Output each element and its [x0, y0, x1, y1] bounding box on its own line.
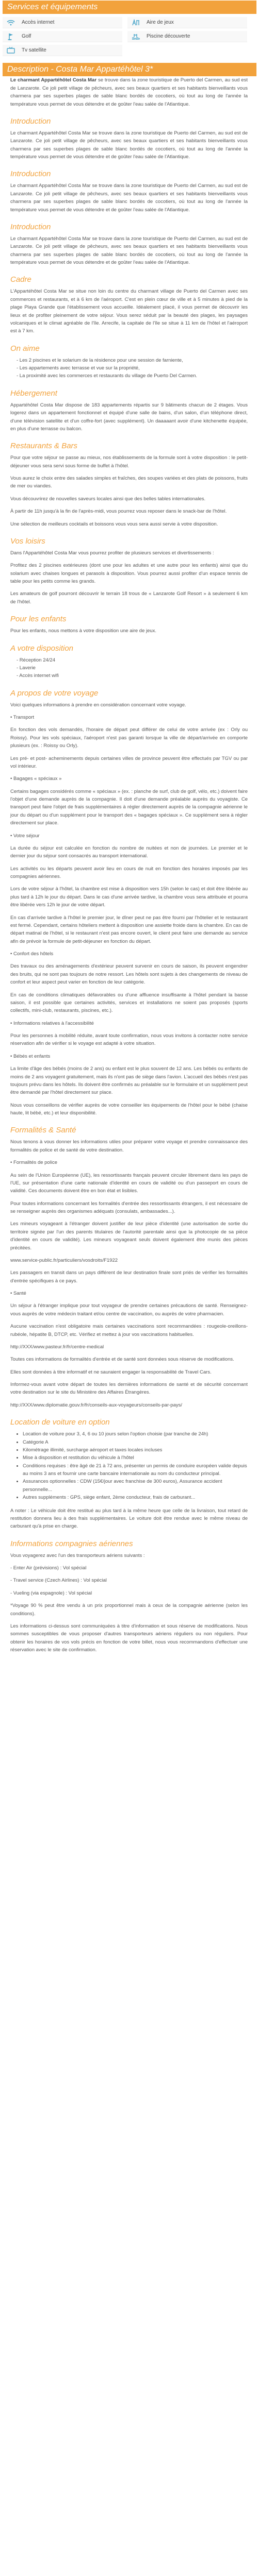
section-paragraph: Vous découvrirez de nouvelles saveurs locales ainsi que des belles tables internationales. [10, 496, 206, 502]
section-list [10, 1430, 248, 1501]
services-grid [3, 17, 248, 56]
section-paragraph: • Santé [10, 1291, 26, 1296]
section-paragraph: Certains bagages considérés comme « spéciaux » (ex. : planche de surf, club de golf, vélo, etc.) doivent faire l'objet d'une demande auprès de la compagnie. Il doit d'une demande préalable auprès du voyagiste. Ce transport peut faire l'objet de frais supplémentaires à régler directement auprès de la compagnie aérienne le jour du départ ou d'un supplément pour le transport des « bagages spéciaux ». Ce supplément sera à régler directement sur place. [10, 788, 248, 826]
section-paragraph: Informez-vous avant votre départ de toutes les dernières informations de santé et de sécurité concernant votre destination sur le site du Ministère des Affaires Étrangères. [10, 1382, 248, 1396]
section-paragraph: • Transport [10, 715, 35, 720]
section-heading: Pour les enfants [10, 615, 67, 624]
section-heading: Introduction [10, 170, 51, 179]
intro-paragraph [10, 76, 248, 108]
service-golf [3, 31, 122, 42]
playground-icon [131, 19, 140, 26]
section-heading: Formalités & Santé [10, 1126, 76, 1135]
section-paragraph: A noter : Le véhicule doit être restitué au plus tard à la même heure que celle de la livraison, tout retard de restitution donnera lieu à des frais supplémentaires. Le voiture doit être rendue avec le même niveau de carburant qu'à prise en charge. [10, 1507, 248, 1530]
section-paragraph: Lors de votre séjour à l'hôtel, la chambre est mise à disposition vers 15h (selon le cas) et doit être libérée au plus tard à 12h le jour du départ. Dans le cas d'une arrivée tardive, la chambre vous sera attribuée et pourra être libérée vers 12h le jour de votre départ. [10, 886, 248, 908]
section-paragraph: • Bébés et enfants [10, 1053, 51, 1059]
section-heading: Introduction [10, 222, 51, 231]
section-paragraph: Pour toutes informations concernant les formalités d'entrée des ressortissants étrangers, il est nécessaire de se renseigner auprès des organismes adéquats (consulats, ambassades...). [10, 1200, 248, 1214]
section-paragraph: • Votre séjour [10, 833, 40, 839]
list-item: • Location de voiture pour 3, 4, 6 ou 10 jours selon l'option choisie (par tranche de 24h) [23, 1430, 248, 1438]
section-paragraph: Des travaux ou des aménagements d'extérieur peuvent survenir en cours de saison, ils peuvent engendrer des bruits, qui ne sont pas toujours de notre ressort. Les hôtels sont sujets à des changements de niveau de confort et leur aspect peut varier en fonction de leur catégorie. [10, 963, 248, 986]
section-paragraph: www.service-public.fr/particuliers/vosdroits/F1922 [10, 1257, 118, 1263]
section-paragraph: Pour les enfants, nous mettons à votre disposition une aire de jeux. [10, 628, 157, 634]
section-paragraph: En cas d'arrivée tardive à l'hôtel le premier jour, le dîner peut ne pas être fourni par l'hôtelier et le restaurant est fermé. Cependant, certains hôteliers mettent à disposition une assiette froide dans la chambre. En cas de départ matinal de l'hôtel, si le restaurant n'est pas encore ouvert, le client peut faire une demande au service afin de prévoir la formule de petit-déjeuner en fonction du départ. [10, 914, 248, 944]
description-banner: Description - Costa Mar Appartéhôtel 3* [3, 63, 256, 76]
section-list [10, 656, 248, 680]
service-label: Piscine découverte [147, 33, 190, 39]
section-paragraph: La durée du séjour est calculée en fonction du nombre de nuitées et non de journées. Le premier et le dernier jour du séjour sont consacrés au transport international. [10, 845, 248, 859]
section-paragraph: Voici quelques informations à prendre en considération concernant votre voyage. [10, 702, 186, 708]
section-heading: Hébergement [10, 388, 57, 398]
section-paragraph: Une sélection de meilleurs cocktails et boissons vous vous sera aussi servie à votre disposition. [10, 521, 218, 527]
section-paragraph: Au sein de l'Union Européenne (UE), les ressortissants français peuvent circuler librement dans les pays de l'UE, sur présentation d'une carte nationale d'identité en cours de validité ou d'un passeport en cours de validité. Ces documents doivent être en bon état et lisibles. [10, 1172, 248, 1194]
service-label: Tv satellite [22, 47, 46, 53]
section-paragraph: Vous voyagerez avec l'un des transporteurs aériens suivants : [10, 1552, 145, 1558]
section-paragraph: Nous tenons à vous donner les informations utiles pour préparer votre voyage et prendre connaissance des formalités de police et de santé de votre destination. [10, 1139, 248, 1153]
section-paragraph: Le charmant Appartéhôtel Costa Mar se trouve dans la zone touristique de Puerto del Carmen, au sud est de Lanzarote. Ce joli petit village de pêcheurs, avec ses beaux quartiers et ses habitants bienveillants vous charmera par ses superbes plages de sable blanc bordés de cocotiers, où tout au long de l'année la température vous permet de vous détendre et de goûter l'eau salée de l'Atlantique. [10, 235, 248, 265]
section-paragraph: http://XXX/www.pasteur.fr/fr/centre-medical [10, 1344, 104, 1350]
section-heading: Informations compagnies aériennes [10, 1539, 133, 1548]
section-paragraph: • Formalités de police [10, 1160, 57, 1166]
section-paragraph: L'Appartéhôtel Costa Mar se situe non loin du centre du charmant village de Puerto del Carmen avec ses commerces et restaurants, et à 6 km de l'aéroport. C'est en plein cœur de ville et à 5 minutes à pied de la plage Playa Grande que l'établissement vous accueille. Idéalement placé, il vous permet de découvrir les lieux et de profiter pleinement de votre séjour. Vous serez séduit par la beauté des plages, les paysages volcaniques et le climat agréable de l'île. Arrecife, la capitale de l'île se situe à 11 km de l'hôtel et l'aéroport est à 7 km. [10, 289, 248, 334]
section-paragraph: Toutes ces informations de formalités d'entrée et de santé sont données sous réserve de modifications. [10, 1357, 234, 1363]
section-paragraph: Les activités ou les départs peuvent avoir lieu en cours de nuit en fonction des horaires imposés par les compagnies aériennes. [10, 866, 248, 879]
description-content [0, 76, 258, 1654]
section-paragraph: Appartéhôtel Costa Mar dispose de 183 appartements répartis sur 9 bâtiments chacun de 2 étages. Vous logerez dans un appartement fonctionnel et équipé d'une salle de bains, d'un salon, d'un téléphone direct, d'une télévision satellite et d'un coffre-fort (avec supplément). Un daaaaant avoir d'une kitchenette équipée, en plus d'une terrasse ou balcon. [10, 402, 248, 432]
list-item: - La proximité avec les commerces et restaurants du village de Puerto Del Carmen. [17, 373, 198, 379]
section-paragraph: Elles sont données à titre informatif et ne sauraient engager la responsabilité de Travel Cars. [10, 1369, 212, 1375]
service-playground [127, 17, 247, 28]
section-paragraph: Les mineurs voyageant à l'étranger doivent justifier de leur pièce d'identité (une autorisation de sortie du territoire signée par l'un des parents titulaires de l'autorité parentale ainsi que la photocopie de sa pièce d'identité en cours de validité). Les mineurs voyageant seuls doivent également être munis des pièces précitées. [10, 1221, 248, 1251]
service-label: Accès internet [22, 19, 55, 25]
list-item: - Réception 24/24 [17, 657, 55, 663]
service-label: Golf [22, 33, 31, 39]
service-tv [3, 45, 122, 56]
section-paragraph: Vous aurez le choix entre des salades simples et fraîches, des soupes variées et des plats de poissons, fruits de mer ou viandes. [10, 476, 248, 489]
golf-flag-icon [6, 33, 15, 40]
list-item: • Mise à disposition et restitution du véhicule à l'hôtel [23, 1454, 248, 1462]
section-paragraph: Profitez des 2 piscines extérieures (dont une pour les adultes et une autre pour les enfants) ainsi que du solarium avec chaises longues et parasols à disposition. Vous pourrez aussi profiter d'un espace tennis de table pour les petits comme les grands. [10, 563, 248, 584]
tv-icon [6, 47, 15, 54]
list-item: • Autres suppléments : GPS, siège enfant, 2ème conducteur, frais de carburant... [23, 1494, 248, 1501]
section-paragraph: En cas de conditions climatiques défavorables ou d'une affluence insuffisante à l'hôtel pendant la basse saison, il est possible que certaines activités, services et installations ne soient pas proposés (sports collectifs, mini-club, restaurants, piscines, etc.). [10, 992, 248, 1014]
list-item: - Les 2 piscines et le solarium de la résidence pour une session de farniente, [17, 357, 183, 363]
section-paragraph: • Informations relatives à l'accessibilité [10, 1020, 94, 1026]
section-heading: A propos de votre voyage [10, 688, 99, 698]
section-paragraph: Le charmant Appartéhôtel Costa Mar se trouve dans la zone touristique de Puerto del Carmen, au sud est de Lanzarote. Ce joli petit village de pêcheurs, avec ses beaux quartiers et ses habitants bienveillants vous charmera par ses superbes plages de sable blanc bordés de cocotiers, où tout au long de l'année la température vous permet de vous détendre et de goûter l'eau salée de l'Atlantique. [10, 130, 248, 160]
section-paragraph: Nous vous conseillons de vérifier auprès de votre conseiller les équipements de l'hôtel pour le bébé (chaise haute, lit bébé, etc.) et leur disponibilité. [10, 1102, 248, 1116]
section-paragraph: Les amateurs de golf pourront découvrir le terrain 18 trous de « Lanzarote Golf Resort » à seulement 6 km de l'hôtel. [10, 591, 248, 605]
pool-icon [131, 33, 140, 40]
section-paragraph: Aucune vaccination n'est obligatoire mais certaines vaccinations sont recommandées : rougeole-oreillons-rubéole, hépatite B, DTCP, etc. Vérifiez et mettez à jour vos vaccinations habituelles. [10, 1324, 248, 1337]
section-paragraph: Les informations ci-dessus sont communiquées à titre d'information et sous réserve de modifications. Nous sommes susceptibles de vous proposer d'autres transporteurs aériens réguliers ou non réguliers. Pour obtenir les horaires de vos vols précis en fonction de votre billet, nous vous recommandons d'effectuer une réservation avec le site de confirmation. [10, 1623, 248, 1653]
section-paragraph: - Vueling (via espagnole) : Vol spécial [10, 1590, 92, 1596]
list-item: • Conditions requises : être âgé de 21 à 72 ans, présenter un permis de conduire européen valide depuis au moins 3 ans et fournir une carte bancaire internationale au nom du conducteur principal. [23, 1462, 248, 1478]
section-heading: Restaurants & Bars [10, 442, 78, 451]
list-item: • Catégorie A [23, 1438, 248, 1446]
services-banner: Services et équipements [3, 1, 256, 14]
wifi-icon [6, 19, 15, 26]
section-heading: A votre disposition [10, 643, 74, 653]
section-paragraph: Dans l'Appartéhôtel Costa Mar vous pourrez profiter de plusieurs services et divertissements : [10, 550, 214, 556]
list-item: - Accès internet wifi [17, 673, 59, 679]
section-paragraph: http://XXX/www.diplomatie.gouv.fr/fr/conseils-aux-voyageurs/conseils-par-pays/ [10, 1402, 182, 1408]
section-paragraph: • Confort des hôtels [10, 951, 54, 957]
service-pool [127, 31, 247, 42]
section-paragraph: - Enter Air (prévisions) : Vol spécial [10, 1565, 87, 1571]
list-item: • Assurances optionnelles : CDW (15€/jour avec franchise de 300 euros), Assurance accident personnelle... [23, 1478, 248, 1494]
section-paragraph: - Travel service (Czech Airlines) : Vol spécial [10, 1578, 107, 1584]
section-paragraph: La limite d'âge des bébés (moins de 2 ans) ou enfant est le plus souvent de 12 ans. Les bébés ou enfants de moins de 2 ans voyagent gratuitement, mais ils n'ont pas de siège dans l'avion. L'accueil des bébés n'est pas toujours prévu dans les hôtels. Ils doivent être confirmés au préalable sur le formulaire et un supplément peut être demandé par l'hôtel directement sur place. [10, 1066, 248, 1096]
list-item: • Kilométrage illimité, surcharge aéroport et taxes locales incluses [23, 1446, 248, 1454]
section-heading: On aime [10, 344, 40, 353]
section-list [10, 357, 248, 380]
intro-text: se trouve dans la zone touristique de Puerto del Carmen, au sud est de Lanzarote. Ce joli petit village de pêcheurs, avec ses beaux quartiers et ses habitants bienveillants vous charmera par ses superbes plages de sable blanc bordés de cocotiers, où tout au long de l'année la température vous permet de vous détendre et de goûter l'eau salée de l'Atlantique. [10, 77, 248, 107]
section-heading: Introduction [10, 116, 51, 126]
section-paragraph: Un séjour à l'étranger implique pour tout voyageur de prendre certaines précautions de santé. Renseignez-vous auprès de votre médecin traitant et/ou centre de vaccination, ou auprès de votre pharmacien. [10, 1303, 248, 1317]
section-paragraph: Pour les personnes à mobilité réduite, avant toute confirmation, nous vous invitons à contacter notre service réservation afin de vérifier si le voyage est adapté à votre situation. [10, 1033, 248, 1047]
section-paragraph: En fonction des vols demandés, l'horaire de départ peut différer de celui de votre arrivée (ex : Orly ou Roissy). Pour les vols spéciaux, l'aéroport n'est pas garanti lorsque la ville de départ/arrivée en comporte plusieurs (ex. : Roissy ou Orly). [10, 727, 248, 749]
list-item: - Laverie [17, 665, 36, 671]
section-paragraph: À partir de 11h jusqu'à la fin de l'après-midi, vous pourrez vous reposer dans le snack-bar de l'hôtel. [10, 509, 227, 515]
service-internet [3, 17, 122, 28]
section-heading: Cadre [10, 275, 31, 284]
section-paragraph: Les pré- et post- acheminements depuis certaines villes de province peuvent être effectués par TGV ou par vol intérieur. [10, 755, 248, 769]
section-heading: Location de voiture en option [10, 1418, 110, 1427]
service-label: Aire de jeux [147, 19, 174, 25]
section-paragraph: • Bagages « spéciaux » [10, 776, 62, 782]
section-paragraph: *Voyage 90 % peut être vendu à un prix proportionnel mais à ceux de la compagnie aérienne (selon les conditions). [10, 1603, 248, 1617]
section-paragraph: Les passagers en transit dans un pays différent de leur destination finale sont priés de vérifier les formalités d'entrée spécifiques à ce pays. [10, 1270, 248, 1284]
section-paragraph: Le charmant Appartéhôtel Costa Mar se trouve dans la zone touristique de Puerto del Carmen, au sud est de Lanzarote. Ce joli petit village de pêcheurs, avec ses beaux quartiers et ses habitants bienveillants vous charmera par ses superbes plages de sable blanc bordés de cocotiers, où tout au long de l'année la température vous permet de vous détendre et de goûter l'eau salée de l'Atlantique. [10, 183, 248, 213]
list-item: - Les appartements avec terrasse et vue sur la propriété, [17, 365, 140, 371]
section-paragraph: Pour que votre séjour se passe au mieux, nos établissements de la formule sont à votre disposition : le petit-déjeuner vous sera servi sous forme de buffet à l'hôtel. [10, 455, 248, 469]
section-heading: Vos loisirs [10, 536, 45, 546]
intro-lead: Le charmant Appartéhôtel Costa Mar [10, 77, 97, 83]
